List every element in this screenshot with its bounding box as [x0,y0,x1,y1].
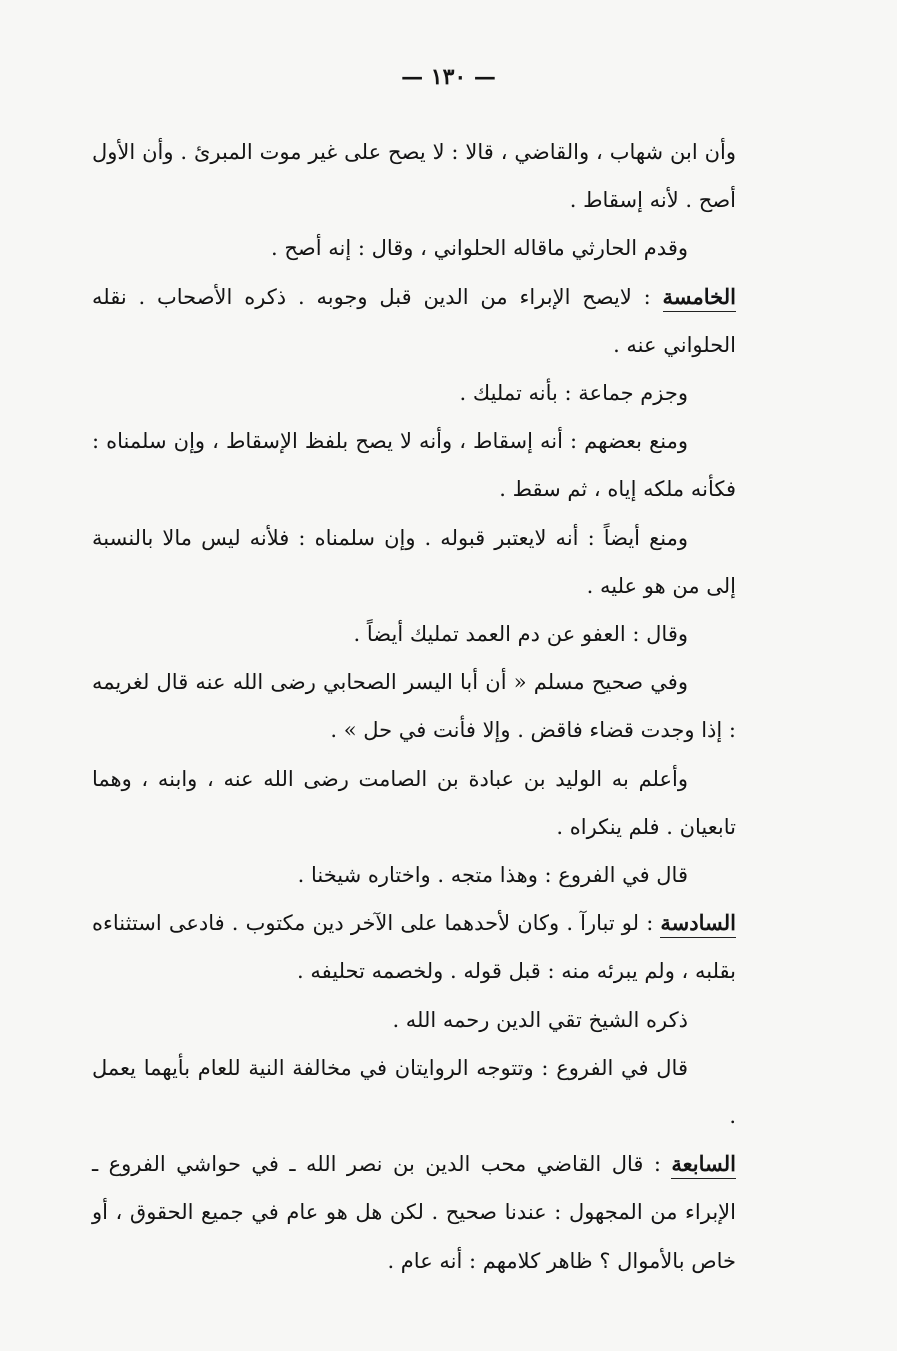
paragraph-text: وأن ابن شهاب ، والقاضي ، قالا : لا يصح على غير موت المبرئ . وأن الأول أصح . لأنه إسقاط . [92,140,736,213]
paragraph-text: وقال : العفو عن دم العمد تمليك أيضاً . [353,622,688,647]
paragraph-text: وقدم الحارثي ماقاله الحلواني ، وقال : إنه أصح . [271,236,688,261]
section-lead-sixth: السادسة [660,910,736,938]
section-lead-seventh: السابعة [671,1151,736,1179]
paragraph-text: وأعلم به الوليد بن عبادة بن الصامت رضى الله عنه ، وابنه ، وهما تابعيان . فلم ينكراه . [92,766,736,839]
paragraph-text: وجزم جماعة : بأنه تمليك . [459,381,688,406]
paragraph [92,755,736,851]
paragraph-text: قال في الفروع : وهذا متجه . واختاره شيخنا . [297,863,688,888]
body-text [92,128,736,1285]
paragraph-seventh [92,1140,736,1285]
paragraph-text: ومنع أيضاً : أنه لايعتبر قبوله . وإن سلمناه : فلأنه ليس مالا بالنسبة إلى من هو عليه . [92,525,736,598]
paragraph [92,851,736,899]
paragraph [92,996,736,1044]
paragraph-text: ومنع بعضهم : أنه إسقاط ، وأنه لا يصح بلفظ الإسقاط ، وإن سلمناه : فكأنه ملكه إياه ، ثم سقط . [92,429,736,502]
paragraph [92,417,736,513]
paragraph-sixth [92,899,736,995]
paragraph [92,514,736,610]
paragraph-text: : لو تبارآ . وكان لأحدهما على الآخر دين مكتوب . فادعى استثناءه بقلبه ، ولم يبرئه منه : قبل قوله . ولخصمه تحليفه . [92,911,736,984]
paragraph-text: : قال القاضي محب الدين بن نصر الله ـ في حواشي الفروع ـ الإبراء من المجهول : عندنا صحيح . لكن هل هو عام في جميع الحقوق ، أو خاص بالأموال ؟ ظاهر كلامهم : أنه عام . [92,1152,736,1273]
paragraph [92,128,736,224]
paragraph [92,1044,736,1140]
paragraph [92,610,736,658]
paragraph-text: : لايصح الإبراء من الدين قبل وجوبه . ذكره الأصحاب . نقله الحلواني عنه . [92,284,736,357]
paragraph [92,369,736,417]
paragraph-text: وفي صحيح مسلم « أن أبا اليسر الصحابي رضى الله عنه قال لغريمه : إذا وجدت قضاء فاقض . وإلا فأنت في حل » . [92,670,736,743]
paragraph [92,658,736,754]
paragraph-text: ذكره الشيخ تقي الدين رحمه الله . [392,1007,688,1032]
paragraph [92,224,736,272]
section-lead-fifth: الخامسة [663,284,736,312]
paragraph-text: قال في الفروع : وتتوجه الروايتان في مخالفة النية للعام بأيهما يعمل . [92,1055,736,1129]
paragraph-fifth [92,273,736,369]
page-number: — ١٣٠ — [401,64,496,90]
